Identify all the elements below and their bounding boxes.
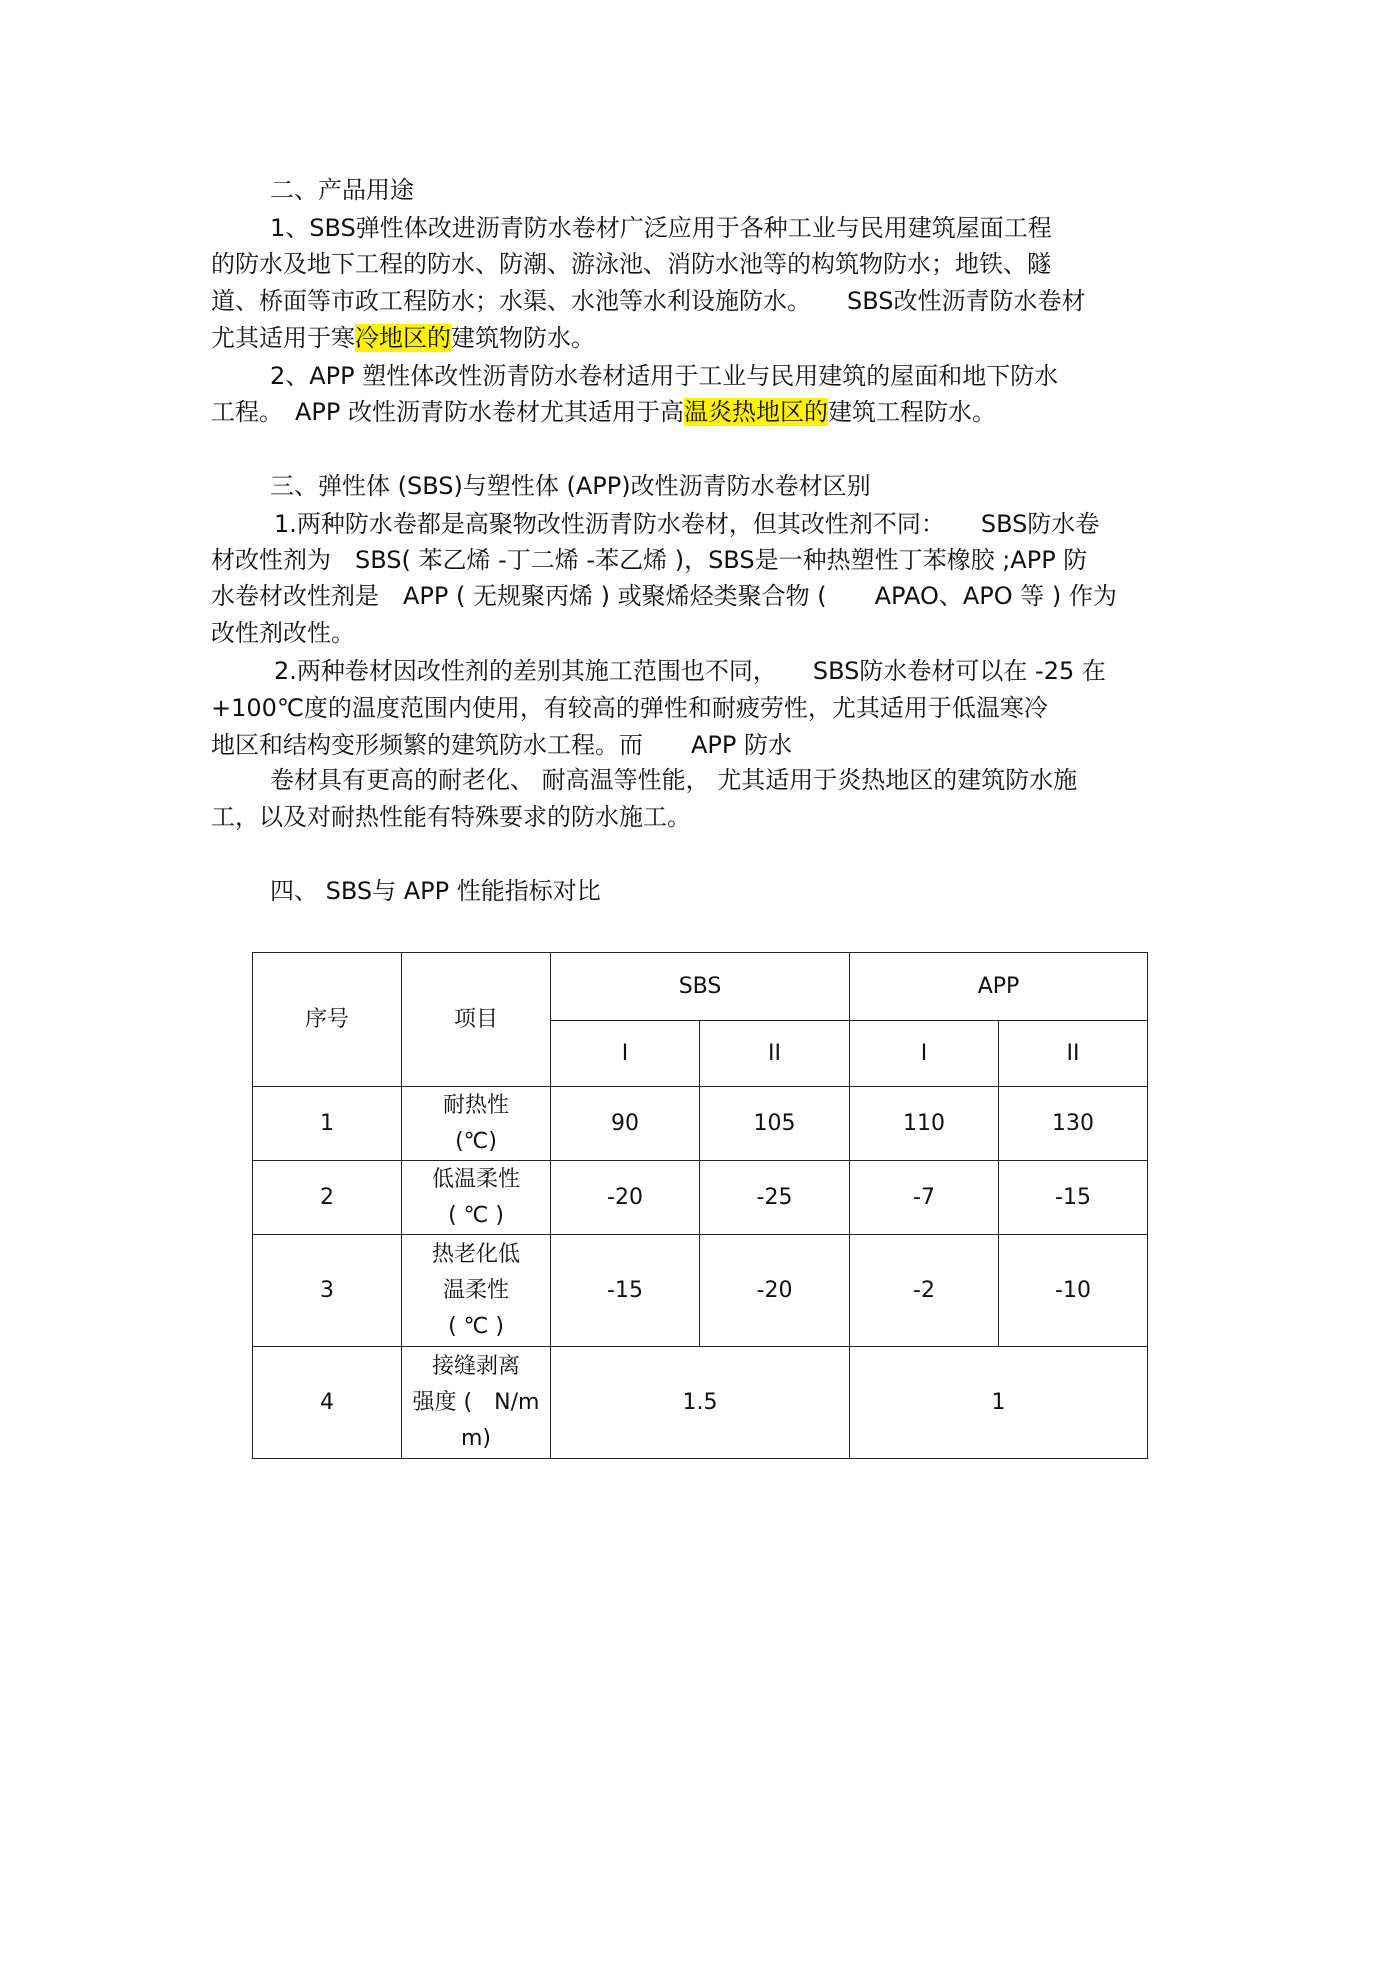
highlighted-text: 冷地区的 [355, 324, 451, 352]
row-number: 3 [253, 1235, 402, 1347]
section2-p1-line2: 的防水及地下工程的防水、防潮、游泳池、消防水池等的构筑物防水；地铁、隧 [211, 250, 1051, 278]
app-grade2-value: -10 [999, 1235, 1148, 1347]
section2-p2-line2 [211, 394, 996, 430]
table-row [253, 1161, 1148, 1235]
item-line: 耐热性 [442, 1092, 509, 1118]
app-grade2-value: -15 [999, 1161, 1148, 1235]
item-line: m) [460, 1425, 491, 1451]
header-sbs-grade1: I [551, 1021, 700, 1087]
header-app-grade1: I [850, 1021, 999, 1087]
item-line: ( ℃ ) [448, 1202, 504, 1228]
header-sbs: SBS [551, 953, 850, 1021]
text-span: 建筑物防水。 [451, 324, 595, 352]
app-grade2-value: 130 [999, 1087, 1148, 1161]
sbs-value: 1.5 [551, 1347, 850, 1459]
sbs-grade1-value: 90 [551, 1087, 700, 1161]
sbs-grade1-value: -20 [551, 1161, 700, 1235]
section3-heading: 三、弹性体 (SBS)与塑性体 (APP)改性沥青防水卷材区别 [270, 472, 871, 500]
section2-p1-line3: 道、桥面等市政工程防水；水渠、水池等水利设施防水。 SBS改性沥青防水卷材 [211, 287, 1086, 315]
section3-p2-line3: 地区和结构变形频繁的建筑防水工程。而 APP 防水 [211, 731, 792, 759]
section3-p2-line5: 工，以及对耐热性能有特殊要求的防水施工。 [211, 803, 691, 831]
sbs-grade1-value: -15 [551, 1235, 700, 1347]
section3-p2-line4: 卷材具有更高的耐老化、 耐高温等性能， 尤其适用于炎热地区的建筑防水施 [270, 766, 1078, 794]
section2-p2-line1: 2、APP 塑性体改性沥青防水卷材适用于工业与民用建筑的屋面和地下防水 [270, 362, 1059, 390]
header-sbs-grade2: II [700, 1021, 850, 1087]
text-span: 建筑工程防水。 [828, 398, 996, 426]
sbs-grade2-value: 105 [700, 1087, 850, 1161]
section2-heading: 二、产品用途 [270, 176, 414, 204]
section2-p1-line4 [211, 320, 595, 356]
section3-p1-line4: 改性剂改性。 [211, 619, 355, 647]
row-number: 1 [253, 1087, 402, 1161]
section3-p1-line3: 水卷材改性剂是 APP ( 无规聚丙烯 ) 或聚烯烃类聚合物 ( APAO、APO 等 ) 作为 [211, 582, 1117, 610]
header-index: 序号 [253, 953, 402, 1087]
header-app-grade2: II [999, 1021, 1148, 1087]
item-line: 热老化低 [431, 1241, 520, 1267]
performance-comparison-table [252, 952, 1148, 1459]
app-grade1-value: -7 [850, 1161, 999, 1235]
sbs-grade2-value: -20 [700, 1235, 850, 1347]
table-row [253, 1235, 1148, 1347]
sbs-grade2-value: -25 [700, 1161, 850, 1235]
header-item: 项目 [402, 953, 551, 1087]
app-grade1-value: -2 [850, 1235, 999, 1347]
item-line: ( ℃ ) [448, 1313, 504, 1339]
section2-p1-line1: 1、SBS弹性体改进沥青防水卷材广泛应用于各种工业与民用建筑屋面工程 [270, 214, 1052, 242]
row-item [402, 1347, 551, 1459]
item-line: 低温柔性 [431, 1166, 520, 1192]
text-span: 尤其适用于寒 [211, 324, 355, 352]
table-row [253, 1087, 1148, 1161]
row-number: 2 [253, 1161, 402, 1235]
section3-p1-line2: 材改性剂为 SBS( 苯乙烯 -丁二烯 -苯乙烯 )，SBS是一种热塑性丁苯橡胶 ;APP 防 [211, 546, 1088, 574]
highlighted-text: 温炎热地区的 [684, 398, 828, 426]
app-grade1-value: 110 [850, 1087, 999, 1161]
text-span: 工程。 APP 改性沥青防水卷材尤其适用于高 [211, 398, 684, 426]
row-number: 4 [253, 1347, 402, 1459]
header-app: APP [850, 953, 1148, 1021]
app-value: 1 [850, 1347, 1148, 1459]
item-line: 温柔性 [442, 1277, 509, 1303]
section3-p2-line2: +100℃度的温度范围内使用，有较高的弹性和耐疲劳性，尤其适用于低温寒冷 [211, 694, 1048, 722]
section4-heading: 四、 SBS与 APP 性能指标对比 [270, 877, 601, 905]
item-line: 接缝剥离 [431, 1353, 520, 1379]
row-item [402, 1235, 551, 1347]
item-line: 强度 ( N/m [412, 1389, 540, 1415]
section3-p1-line1: 1.两种防水卷都是高聚物改性沥青防水卷材，但其改性剂不同： SBS防水卷 [274, 510, 1100, 538]
row-item [402, 1161, 551, 1235]
table-header-row [253, 953, 1148, 1021]
item-line: (℃) [455, 1128, 497, 1154]
row-item [402, 1087, 551, 1161]
table-row [253, 1347, 1148, 1459]
section3-p2-line1: 2.两种卷材因改性剂的差别其施工范围也不同， SBS防水卷材可以在 -25 在 [274, 657, 1106, 685]
